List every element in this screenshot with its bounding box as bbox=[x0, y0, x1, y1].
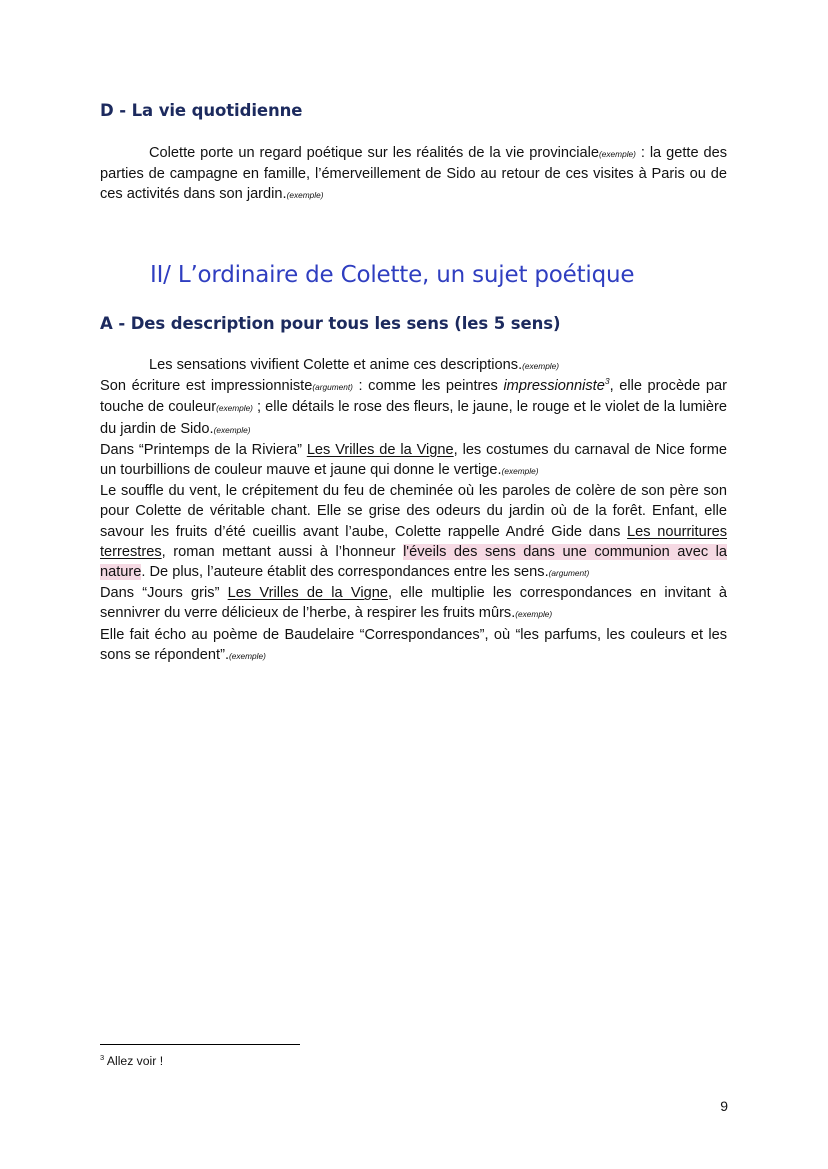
example-tag: (exemple) bbox=[216, 403, 253, 414]
emphasis-impressionniste: impressionniste bbox=[503, 378, 605, 395]
footnote-number: 3 bbox=[100, 1052, 105, 1062]
example-tag: (exemple) bbox=[599, 149, 636, 159]
text-segment: Dans “Printemps de la Riviera” bbox=[100, 441, 307, 458]
text-segment: , elle multiplie les correspondances en invitant à sennivrer du verre délicieux de l’herbe, à respirer les fruits mûrs. bbox=[100, 585, 728, 622]
text-segment: , roman mettant aussi à l’honneur bbox=[161, 543, 404, 560]
highlighted-text: l'éveils des sens dans une communion avec la nature bbox=[100, 543, 727, 581]
book-title: Les nourritures terrestres bbox=[100, 523, 727, 560]
example-tag: (exemple) bbox=[515, 609, 553, 620]
text-segment: : la gette des parties de campagne en famille, l’émerveillement de Sido au retour de ces visites à Paris ou de ces activités dans son jardin. bbox=[100, 145, 728, 203]
book-title: Les Vrilles de la Vigne bbox=[306, 441, 454, 458]
text-segment: Les sensations vivifient Colette et anime ces descriptions. bbox=[149, 357, 523, 373]
text-segment: Son écriture est impressionniste bbox=[100, 378, 313, 395]
paragraph-senses-nature bbox=[100, 481, 727, 583]
text-segment: : comme les peintres bbox=[352, 378, 504, 395]
paragraph-jours-gris bbox=[100, 583, 727, 624]
text-segment: . De plus, l’auteure établit des correspondances entre les sens. bbox=[141, 564, 549, 581]
text-segment: Colette porte un regard poétique sur les réalités de la vie provinciale bbox=[149, 145, 600, 161]
section-a-heading: A - Des description pour tous les sens (les 5 sens) bbox=[100, 314, 561, 333]
example-tag: (exemple) bbox=[501, 466, 539, 477]
book-title: Les Vrilles de la Vigne bbox=[227, 585, 388, 602]
footnote-separator bbox=[100, 1044, 300, 1045]
section-d-heading: D - La vie quotidienne bbox=[100, 101, 303, 120]
section-d-paragraph bbox=[100, 143, 727, 206]
text-segment: Dans “Jours gris” bbox=[100, 585, 228, 602]
text-segment: ; elle détails le rose des fleurs, le jaune, le rouge et le violet de la lumière du jardin de Sido. bbox=[100, 399, 727, 437]
example-tag: (exemple) bbox=[522, 361, 560, 371]
argument-tag: (argument) bbox=[312, 382, 353, 393]
section-a-body bbox=[100, 355, 727, 666]
footnote-reference: 3 bbox=[604, 376, 610, 387]
paragraph-sensations bbox=[100, 355, 727, 376]
example-tag: (exemple) bbox=[286, 190, 324, 201]
text-segment: Elle fait écho au poème de Baudelaire “Correspondances”, où “les parfums, les couleurs et les sons se répondent”. bbox=[100, 626, 727, 663]
text-segment: , elle procède par touche de couleur bbox=[100, 378, 727, 416]
part-two-title: II/ L’ordinaire de Colette, un sujet poétique bbox=[150, 262, 635, 288]
footnote bbox=[100, 1054, 163, 1068]
paragraph-baudelaire bbox=[100, 625, 727, 666]
argument-tag: (argument) bbox=[548, 568, 590, 579]
text-segment: Le souffle du vent, le crépitement du feu de cheminée où les paroles de colère de son père son pour Colette de véritable chant. Elle se grise des odeurs du jardin où de la forêt. Enfant, elle savour les fruits d’été cueillis avant l’aube, Colette rappelle André Gide dans bbox=[100, 483, 727, 540]
paragraph-riviera bbox=[100, 440, 727, 481]
paragraph-provincial-life bbox=[100, 143, 727, 206]
example-tag: (exemple) bbox=[229, 650, 266, 661]
footnote-text: Allez voir ! bbox=[104, 1054, 164, 1068]
example-tag: (exemple) bbox=[213, 424, 251, 435]
paragraph-impressionism bbox=[100, 376, 727, 440]
page-number: 9 bbox=[720, 1098, 728, 1114]
text-segment: , les costumes du carnaval de Nice forme un tourbillions de couleur mauve et jaune qui donne le vertige. bbox=[100, 441, 727, 479]
